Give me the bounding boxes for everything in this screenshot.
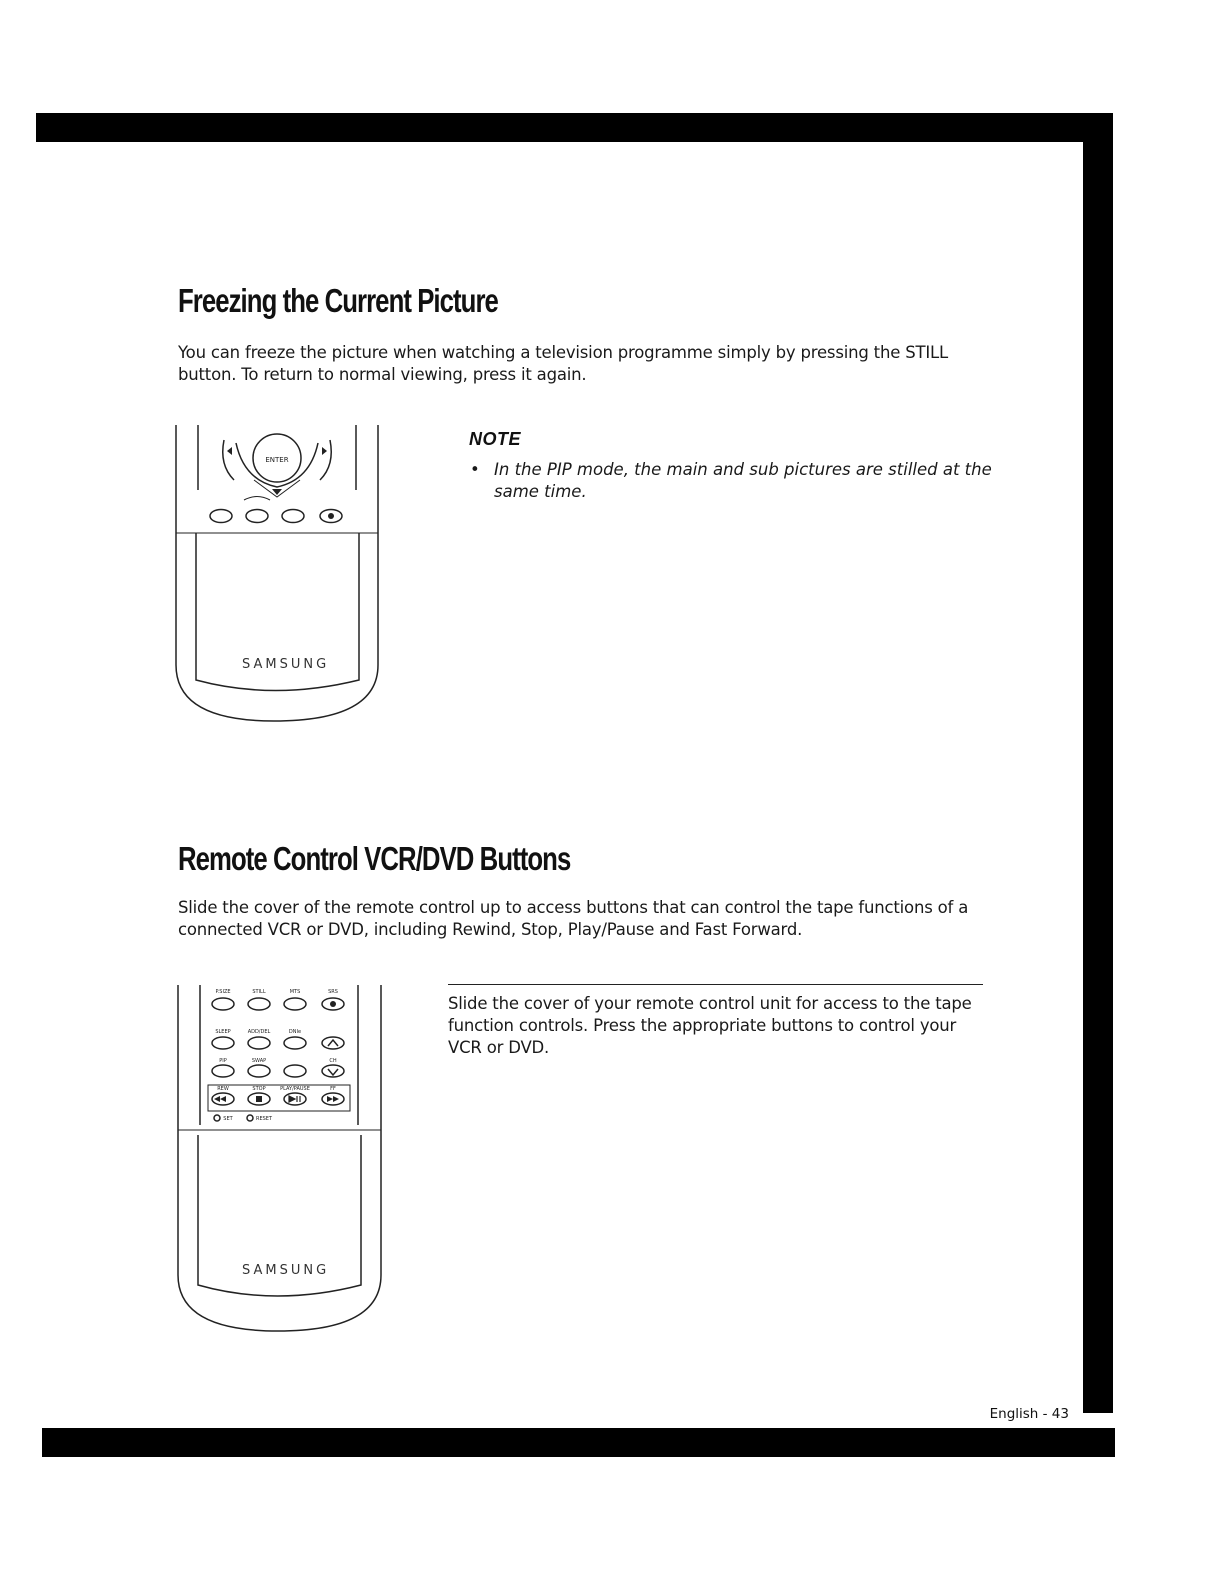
srs-icon [328, 513, 334, 519]
label-sleep: SLEEP [215, 1029, 231, 1035]
srs-icon [330, 1001, 336, 1007]
label-ff: FF [330, 1086, 336, 1092]
label-srs: SRS [328, 989, 338, 995]
remote-drawing [174, 425, 380, 723]
remote-illustration-still [174, 425, 380, 723]
label-swap: SWAP [251, 1058, 267, 1064]
section-title-vcr-dvd: Remote Control VCR/DVD Buttons [178, 840, 571, 877]
divider-rule [448, 984, 983, 985]
remote-illustration-vcr [176, 985, 382, 1335]
remote-drawing-vcr [176, 985, 382, 1335]
label-stop: STOP [252, 1086, 266, 1092]
label-set: SET [223, 1116, 233, 1122]
label-ch: CH [329, 1058, 337, 1064]
down-arrow-icon [328, 1069, 338, 1075]
top-black-bar [36, 113, 1113, 142]
note-item: • In the PIP mode, the main and sub pictures are stilled at the same time. [470, 460, 992, 501]
fast-forward-icon [327, 1096, 339, 1102]
section-title-freezing: Freezing the Current Picture [178, 282, 498, 319]
up-arrow-icon [328, 1040, 338, 1046]
page-number: English - 43 [989, 1406, 1069, 1422]
section-intro-freezing: You can freeze the picture when watching a television programme simply by pressing the STILL button. To return to normal viewing, press it again. [178, 343, 948, 384]
label-pip: PIP [219, 1058, 227, 1064]
label-still: STILL [252, 989, 266, 995]
label-dnie: DNIe [288, 1029, 302, 1035]
remote-brand: SAMSUNG [242, 1263, 330, 1278]
remote-brand: SAMSUNG [242, 657, 330, 672]
rewind-icon [214, 1096, 226, 1102]
bottom-black-bar [42, 1428, 1115, 1457]
label-reset: RESET [255, 1116, 273, 1122]
section-intro-vcr-dvd: Slide the cover of the remote control up to access buttons that can control the tape functions of a connected VCR or DVD, including Rewind, Stop, Play/Pause and Fast Forward. [178, 898, 969, 939]
play-pause-icon [289, 1096, 300, 1102]
instruction-text: Slide the cover of your remote control unit for access to the tape function controls. Press the appropriate buttons to control your VCR or DVD. [448, 994, 972, 1057]
enter-icon: ENTER [265, 456, 289, 464]
right-black-bar [1083, 113, 1113, 1413]
note-text: In the PIP mode, the main and sub pictures are stilled at the same time. [494, 460, 992, 501]
label-adddel: ADD/DEL [247, 1029, 271, 1035]
stop-icon [256, 1096, 262, 1102]
label-rew: REW [217, 1086, 229, 1092]
label-psize: P.SIZE [215, 989, 231, 995]
note-title: NOTE [469, 429, 522, 449]
label-mts: MTS [289, 989, 301, 995]
label-play-pause: PLAY/PAUSE [280, 1086, 310, 1092]
